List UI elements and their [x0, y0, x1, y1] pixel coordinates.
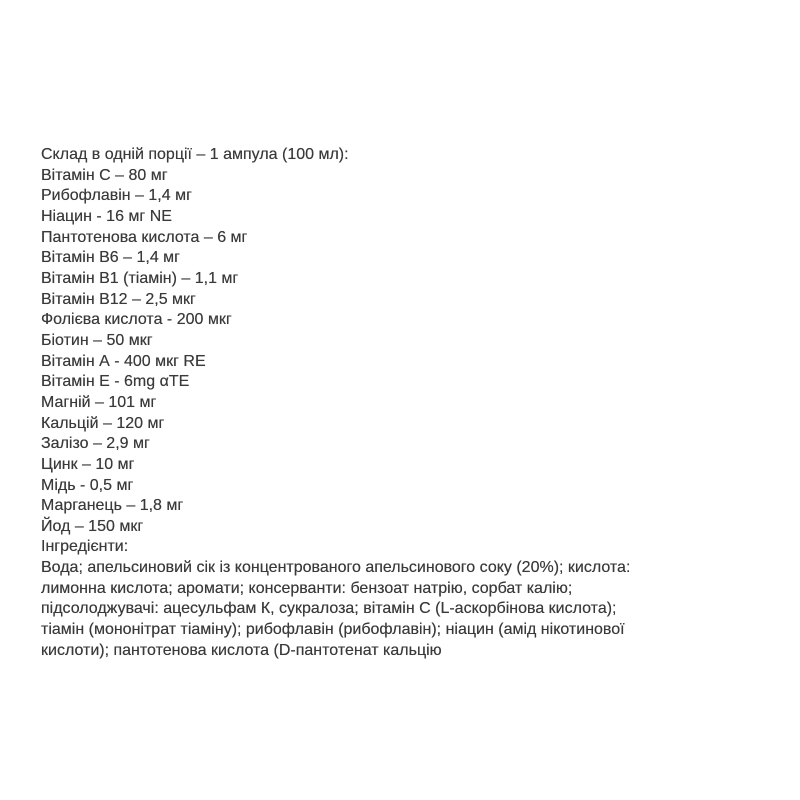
- composition-item: Біотин – 50 мкг: [41, 331, 153, 349]
- composition-item: Фолієва кислота - 200 мкг: [41, 311, 232, 329]
- composition-item: Ніацин - 16 мг NE: [41, 207, 172, 225]
- ingredients-line: лимонна кислота; аромати; консерванти: бензоат натрію, сорбат калію;: [41, 579, 573, 597]
- composition-item: Пантотенова кислота – 6 мг: [41, 228, 248, 246]
- composition-list: [41, 166, 781, 538]
- composition-item: Вітамін А - 400 мкг RE: [41, 352, 206, 370]
- composition-item: Марганець – 1,8 мг: [41, 497, 184, 515]
- ingredients-line: підсолоджувачі: ацесульфам К, сукралоза; вітамін С (L-аскорбінова кислота);: [41, 600, 617, 618]
- ingredients-heading: Інгредієнти:: [41, 538, 129, 556]
- composition-item: Залізо – 2,9 мг: [41, 435, 150, 453]
- composition-heading: Склад в одній порції – 1 ампула (100 мл):: [41, 146, 349, 163]
- composition-item: Йод – 150 мкг: [41, 517, 144, 535]
- ingredients-line: кислоти); пантотенова кислота (D-пантотенат кальцію: [41, 641, 442, 659]
- composition-item: Вітамін В12 – 2,5 мкг: [41, 290, 196, 308]
- composition-item: Рибофлавін – 1,4 мг: [41, 187, 192, 205]
- composition-item: Цинк – 10 мг: [41, 455, 135, 473]
- composition-item: Вітамін С – 80 мг: [41, 166, 168, 184]
- ingredients-line: Вода; апельсиновий сік із концентрованого апельсинового соку (20%); кислота:: [41, 559, 631, 577]
- composition-item: Магній – 101 мг: [41, 393, 157, 411]
- composition-item: Вітамін В6 – 1,4 мг: [41, 249, 180, 267]
- ingredients-document: [41, 145, 781, 661]
- ingredients-line: тіамін (мононітрат тіаміну); рибофлавін (рибофлавін); ніацин (амід нікотинової: [41, 621, 625, 639]
- composition-item: Вітамін Е - 6mg αTE: [41, 373, 190, 391]
- composition-item: Мідь - 0,5 мг: [41, 476, 134, 494]
- ingredients-paragraph: [41, 558, 781, 661]
- composition-item: Кальцій – 120 мг: [41, 414, 165, 432]
- composition-item: Вітамін В1 (тіамін) – 1,1 мг: [41, 269, 239, 287]
